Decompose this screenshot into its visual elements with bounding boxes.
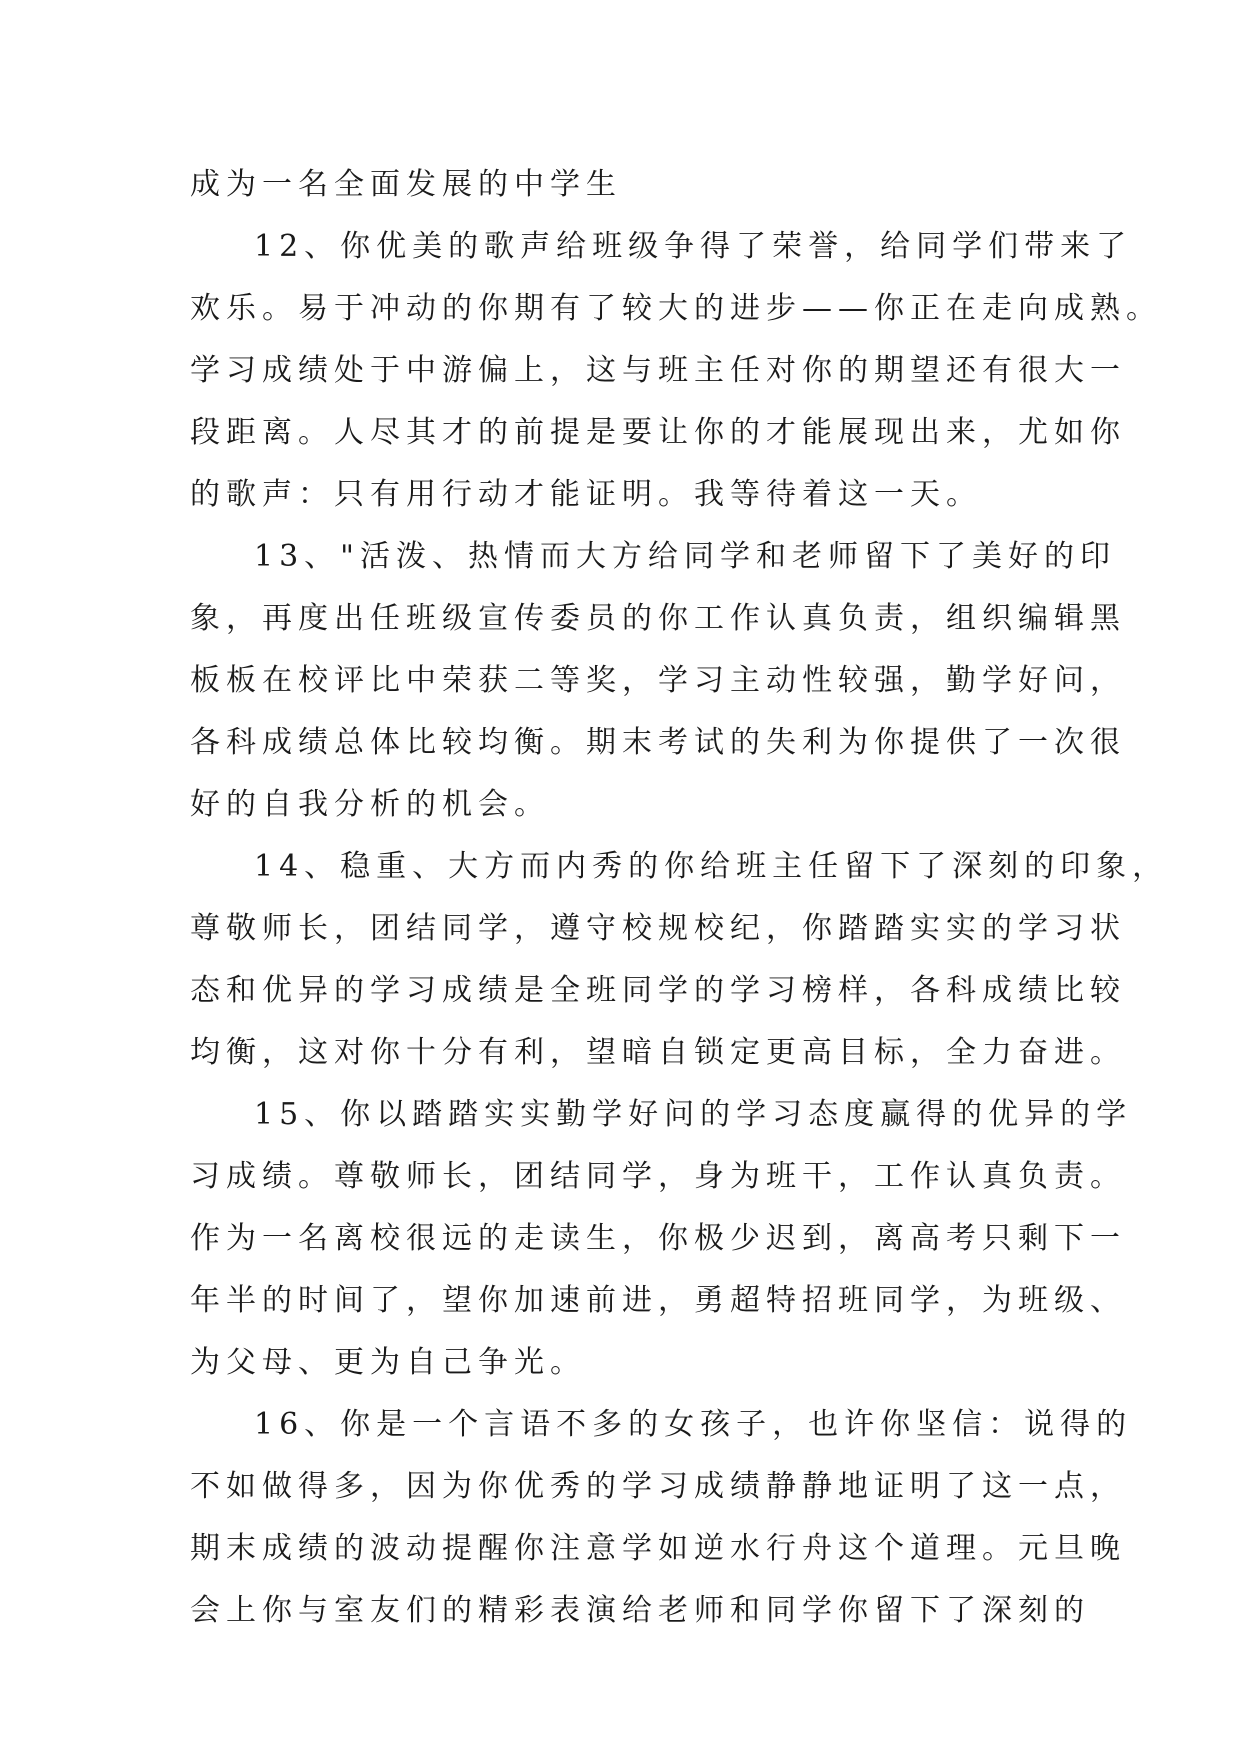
text-line: 尊敬师长，团结同学，遵守校规校纪，你踏踏实实的学习状: [190, 911, 1126, 946]
text-line: 会上你与室友们的精彩表演给老师和同学你留下了深刻的: [190, 1593, 1090, 1628]
text-line: 板板在校评比中荣获二等奖，学习主动性较强，勤学好问，: [190, 663, 1126, 698]
text-line: 学习成绩处于中游偏上，这与班主任对你的期望还有很大一: [190, 353, 1126, 388]
paragraph-start-line: 14、稳重、大方而内秀的你给班主任留下了深刻的印象，: [254, 849, 1169, 884]
text-line: 各科成绩总体比较均衡。期末考试的失利为你提供了一次很: [190, 725, 1126, 760]
text-line: 段距离。人尽其才的前提是要让你的才能展现出来，尤如你: [190, 415, 1126, 450]
text-line: 期末成绩的波动提醒你注意学如逆水行舟这个道理。元旦晚: [190, 1531, 1126, 1566]
text-line: 年半的时间了，望你加速前进，勇超特招班同学，为班级、: [190, 1283, 1126, 1318]
text-line: 欢乐。易于冲动的你期有了较大的进步——你正在走向成熟。: [190, 291, 1162, 326]
paragraph-start-line: 13、"活泼、热情而大方给同学和老师留下了美好的印: [254, 539, 1116, 574]
text-line: 象，再度出任班级宣传委员的你工作认真负责，组织编辑黑: [190, 601, 1126, 636]
text-line: 的歌声：只有用行动才能证明。我等待着这一天。: [190, 477, 982, 512]
paragraph-start-line: 16、你是一个言语不多的女孩子，也许你坚信：说得的: [254, 1407, 1133, 1442]
text-line: 成为一名全面发展的中学生: [190, 167, 622, 202]
text-line: 习成绩。尊敬师长，团结同学，身为班干，工作认真负责。: [190, 1159, 1126, 1194]
text-line: 不如做得多，因为你优秀的学习成绩静静地证明了这一点，: [190, 1469, 1126, 1504]
text-line: 好的自我分析的机会。: [190, 787, 550, 822]
paragraph-start-line: 15、你以踏踏实实勤学好问的学习态度赢得的优异的学: [254, 1097, 1133, 1132]
paragraph-start-line: 12、你优美的歌声给班级争得了荣誉，给同学们带来了: [254, 229, 1133, 264]
text-line: 态和优异的学习成绩是全班同学的学习榜样，各科成绩比较: [190, 973, 1126, 1008]
document-body: [190, 154, 1169, 1642]
text-line: 作为一名离校很远的走读生，你极少迟到，离高考只剩下一: [190, 1221, 1126, 1256]
text-line: 为父母、更为自己争光。: [190, 1345, 586, 1380]
text-line: 均衡，这对你十分有利，望暗自锁定更高目标，全力奋进。: [190, 1035, 1126, 1070]
